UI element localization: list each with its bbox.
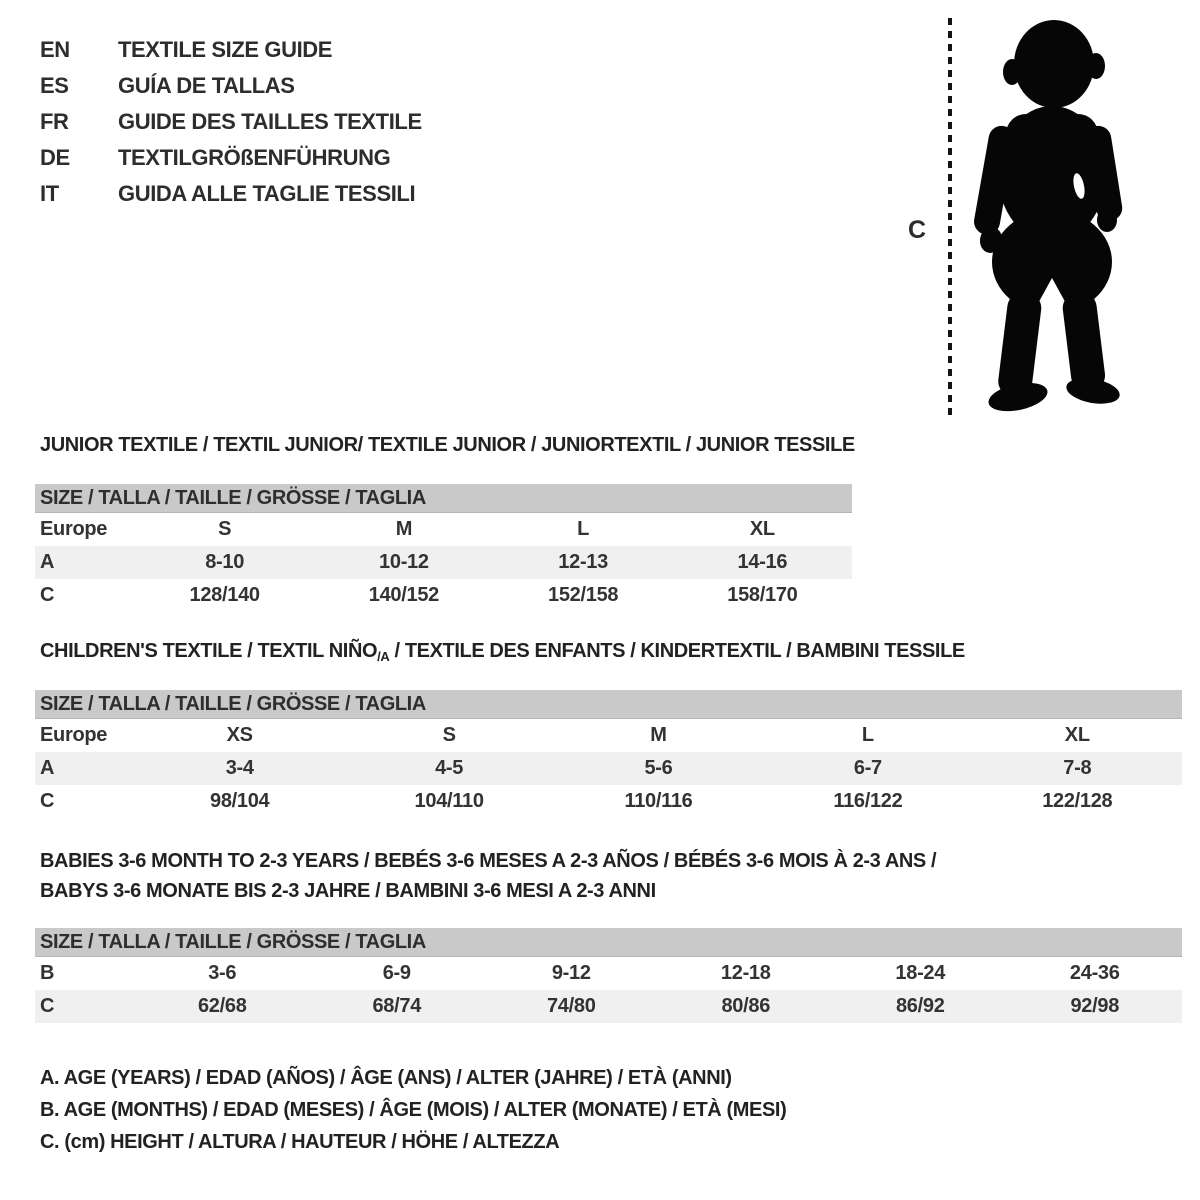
- size-table-header: SIZE / TALLA / TAILLE / GRÖSSE / TAGLIA: [35, 690, 1182, 719]
- table-cell: 24-36: [1069, 962, 1120, 984]
- table-cell: M: [650, 724, 667, 746]
- table-cell: L: [577, 518, 590, 540]
- table-cell: 18-24: [895, 962, 946, 984]
- table-cell: 80/86: [721, 995, 771, 1017]
- table-row: [35, 546, 852, 579]
- table-cell: 7-8: [1063, 757, 1092, 779]
- lang-row-en: [40, 32, 422, 68]
- babies-size-table: [35, 928, 1182, 1023]
- children-size-table: [35, 690, 1182, 818]
- table-cell: 12-13: [558, 551, 608, 573]
- table-cell: 158/170: [727, 584, 798, 606]
- legend-age-years: A. AGE (YEARS) / EDAD (AÑOS) / ÂGE (ANS) / ALTER (JAHRE) / ETÀ (ANNI): [40, 1067, 732, 1089]
- lang-code: ES: [40, 73, 69, 98]
- height-dashed-line: [948, 18, 952, 415]
- table-cell: M: [395, 518, 413, 540]
- size-table-header: SIZE / TALLA / TAILLE / GRÖSSE / TAGLIA: [35, 928, 1182, 957]
- row-label: A: [40, 551, 55, 573]
- lang-title: TEXTILGRÖßENFÜHRUNG: [118, 145, 391, 170]
- table-cell: S: [218, 518, 232, 540]
- table-cell: 3-4: [225, 757, 254, 779]
- language-title-list: [40, 32, 422, 212]
- lang-title: GUIDE DES TAILLES TEXTILE: [118, 109, 422, 134]
- height-measure-label: C: [908, 216, 927, 244]
- table-row: [35, 513, 852, 546]
- table-cell: 9-12: [551, 962, 591, 984]
- table-cell: 6-7: [853, 757, 882, 779]
- table-cell: 74/80: [546, 995, 596, 1017]
- table-cell: 68/74: [372, 995, 422, 1017]
- children-section-title: [40, 640, 965, 664]
- lang-row-it: [40, 176, 422, 212]
- row-label: C: [40, 790, 55, 812]
- table-row: [35, 579, 852, 612]
- row-label: C: [40, 584, 55, 606]
- table-cell: 14-16: [737, 551, 788, 573]
- row-label: Europe: [40, 518, 108, 540]
- table-cell: 86/92: [895, 995, 945, 1017]
- table-cell: L: [861, 724, 874, 746]
- table-cell: 152/158: [548, 584, 619, 606]
- table-cell: XL: [749, 518, 775, 540]
- legend-age-months: B. AGE (MONTHS) / EDAD (MESES) / ÂGE (MOIS) / ALTER (MONATE) / ETÀ (MESI): [40, 1099, 787, 1121]
- row-label: Europe: [40, 724, 108, 746]
- table-cell: 62/68: [197, 995, 247, 1017]
- junior-size-table: [35, 484, 852, 612]
- babies-title-line1: BABIES 3-6 MONTH TO 2-3 YEARS / BEBÉS 3-6 MESES A 2-3 AÑOS / BÉBÉS 3-6 MOIS À 2-3 ANS /: [40, 850, 937, 872]
- table-cell: S: [442, 724, 456, 746]
- legend-height-cm: C. (cm) HEIGHT / ALTURA / HAUTEUR / HÖHE / ALTEZZA: [40, 1131, 560, 1153]
- table-cell: 10-12: [379, 551, 429, 573]
- lang-title: GUIDA ALLE TAGLIE TESSILI: [118, 181, 416, 206]
- babies-title-line2: BABYS 3-6 MONATE BIS 2-3 JAHRE / BAMBINI 3-6 MESI A 2-3 ANNI: [40, 880, 656, 902]
- lang-title: TEXTILE SIZE GUIDE: [118, 37, 333, 62]
- table-cell: 116/122: [833, 790, 903, 812]
- lang-code: DE: [40, 145, 70, 170]
- children-title-pre: CHILDREN'S TEXTILE / TEXTIL NIÑO: [40, 640, 378, 662]
- lang-code: FR: [40, 109, 69, 134]
- lang-row-fr: [40, 104, 422, 140]
- table-cell: 128/140: [189, 584, 260, 606]
- junior-section-title: JUNIOR TEXTILE / TEXTIL JUNIOR/ TEXTILE JUNIOR / JUNIORTEXTIL / JUNIOR TESSILE: [40, 434, 855, 456]
- table-cell: 8-10: [205, 551, 245, 573]
- table-cell: 6-9: [382, 962, 411, 984]
- children-title-sub: /A: [377, 649, 390, 664]
- table-cell: 3-6: [208, 962, 237, 984]
- table-row: [35, 719, 1182, 752]
- table-cell: 98/104: [210, 790, 270, 812]
- toddler-silhouette: [966, 14, 1138, 418]
- row-label: C: [40, 995, 55, 1017]
- children-title-post: / TEXTILE DES ENFANTS / KINDERTEXTIL / BAMBINI TESSILE: [389, 640, 965, 662]
- table-cell: 104/110: [414, 790, 484, 812]
- lang-code: EN: [40, 37, 70, 62]
- babies-section-title: [40, 846, 936, 906]
- table-cell: 12-18: [720, 962, 771, 984]
- table-row: [35, 752, 1182, 785]
- row-label: A: [40, 757, 55, 779]
- lang-code: IT: [40, 181, 59, 206]
- table-row: [35, 785, 1182, 818]
- table-cell: 122/128: [1042, 790, 1113, 812]
- table-row: [35, 957, 1182, 990]
- row-label: B: [40, 962, 55, 984]
- table-cell: 110/116: [624, 790, 693, 812]
- table-cell: XS: [226, 724, 253, 746]
- table-cell: XL: [1064, 724, 1090, 746]
- table-cell: 5-6: [644, 757, 673, 779]
- lang-row-es: [40, 68, 422, 104]
- table-cell: 92/98: [1070, 995, 1120, 1017]
- size-table-header: SIZE / TALLA / TAILLE / GRÖSSE / TAGLIA: [35, 484, 852, 513]
- lang-title: GUÍA DE TALLAS: [118, 73, 295, 98]
- measure-legend: [40, 1062, 786, 1158]
- table-cell: 140/152: [368, 584, 439, 606]
- lang-row-de: [40, 140, 422, 176]
- table-row: [35, 990, 1182, 1023]
- table-cell: 4-5: [435, 757, 464, 779]
